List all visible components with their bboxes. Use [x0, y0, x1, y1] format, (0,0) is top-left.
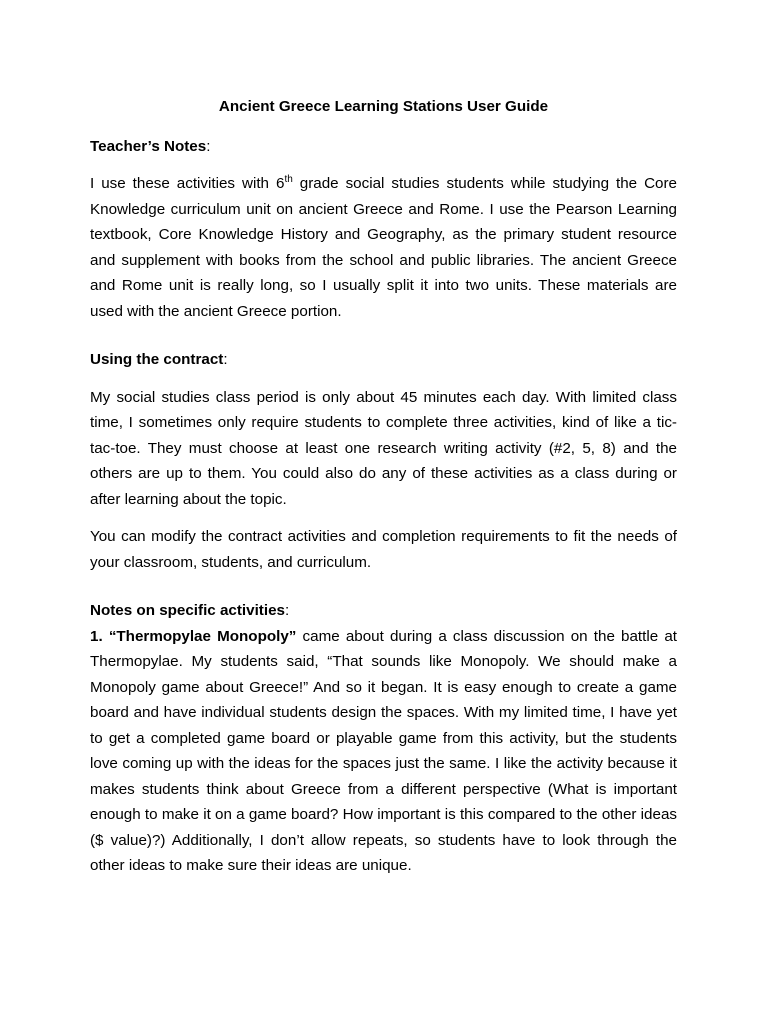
ordinal-superscript: th: [284, 173, 293, 185]
specific-activities-colon: :: [284, 602, 290, 619]
activity-1-text: came about during a class discussion on the battle at Thermopylae. My students said, “That sounds like Monopoly. We should make a Monopoly game about Greece!” And so it began. It is easy enough to create a game board and have individual students design the spaces. With my limited time, I have yet to get a completed game board or playable game from this activity, but the students love coming up with the ideas for the spaces just the same. I like the activity because it makes students think about Greece from a different perspective (What is important enough to make it on a game board? How important is this compared to the other ideas ($ value)?) Additionally, I don’t allow repeats, so students have to look through the other ideas to make sure their ideas are unique.: [90, 627, 678, 874]
document-title: Ancient Greece Learning Stations User Guide: [218, 98, 549, 115]
using-contract-paragraph-2: You can modify the contract activities and completion requirements to fit the needs of your classroom, students, and curriculum.: [90, 528, 677, 571]
teachers-notes-text-rest: grade social studies students while studying the Core Knowledge curriculum unit on ancient Greece and Rome. I use the Pearson Learning textbook, Core Knowledge History and Geography, as the primary student resource and supplement with books from the school and public libraries. The ancient Greece and Rome unit is really long, so I usually split it into two units. These materials are used with the ancient Greece portion.: [90, 175, 678, 320]
teachers-notes-text-start: I use these activities with 6: [90, 175, 285, 192]
using-contract-paragraph-1: My social studies class period is only about 45 minutes each day. With limited class time, I sometimes only require students to complete three activities, kind of like a tic-tac-toe. They must choose at least one research writing activity (#2, 5, 8) and the others are up to them. You could also do any of these activities as a class during or after learning about the topic.: [90, 388, 677, 508]
document-body: [90, 94, 677, 879]
using-contract-colon: :: [223, 351, 228, 368]
teachers-notes-heading: [90, 134, 677, 160]
teachers-notes-colon: :: [206, 137, 211, 155]
activity-1-title: 1. “Thermopylae Monopoly”: [90, 627, 297, 645]
using-contract-label: Using the contract: [90, 351, 224, 368]
teachers-notes-paragraph: [90, 171, 677, 324]
specific-activities-label: Notes on specific activities: [90, 602, 285, 619]
using-contract-heading: [90, 347, 677, 373]
specific-activities-heading: [90, 598, 677, 624]
activity-1-paragraph: [90, 624, 677, 879]
teachers-notes-label: Teacher’s Notes: [90, 137, 207, 155]
